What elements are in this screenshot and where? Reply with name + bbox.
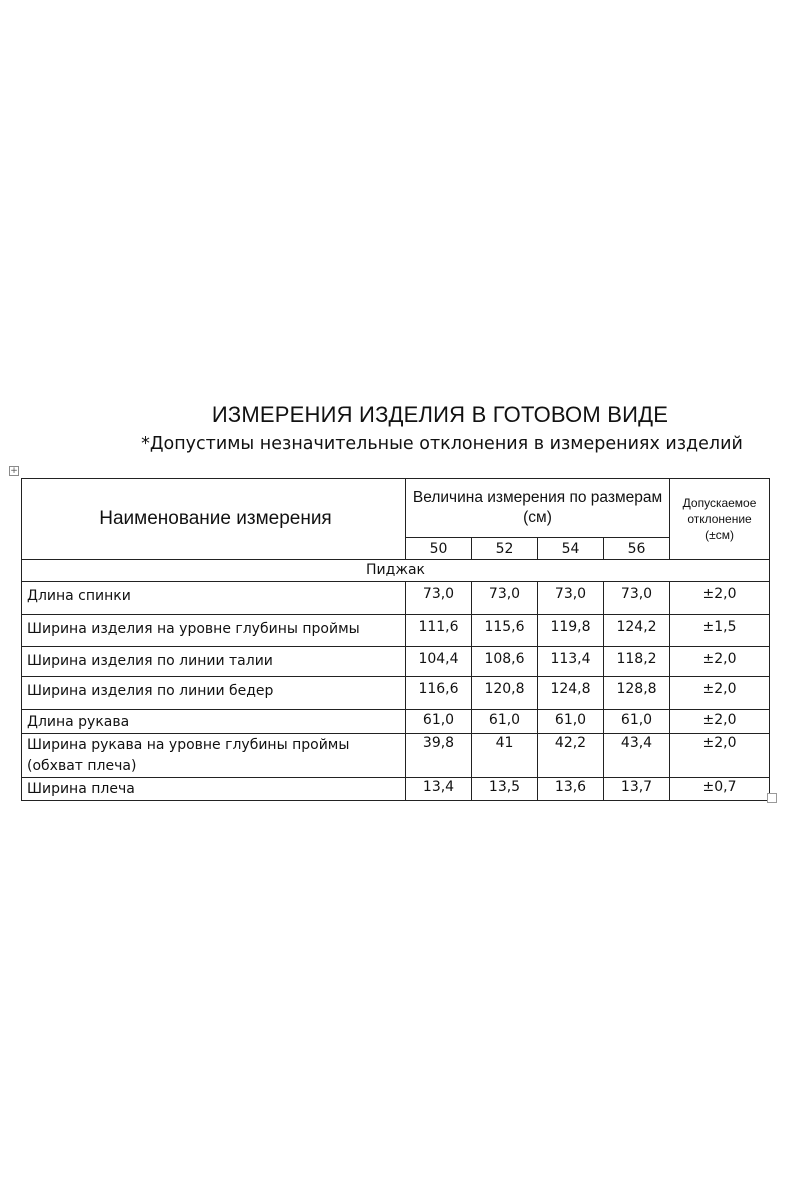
value-cell: 61,0 xyxy=(406,710,472,734)
tolerance-cell: ±0,7 xyxy=(670,778,770,801)
size-header-cell: 52 xyxy=(472,538,538,560)
value-cell: 108,6 xyxy=(472,647,538,677)
header-name-label: Наименование измерения xyxy=(99,508,332,529)
table-move-handle-icon[interactable]: + xyxy=(10,466,18,476)
table-row xyxy=(22,647,770,677)
value-cell: 111,6 xyxy=(406,615,472,647)
header-row xyxy=(22,479,770,538)
header-tolerance-label: Допускаемое отклонение (±см) xyxy=(682,496,757,542)
tolerance-cell: ±1,5 xyxy=(670,615,770,647)
value-cell: 128,8 xyxy=(604,677,670,710)
measurement-name-cell: Ширина изделия по линии бедер xyxy=(22,677,406,710)
value-cell: 13,6 xyxy=(538,778,604,801)
header-value-cell xyxy=(406,479,670,538)
value-cell: 120,8 xyxy=(472,677,538,710)
value-cell: 119,8 xyxy=(538,615,604,647)
table-row xyxy=(22,734,770,778)
section-label: Пиджак xyxy=(22,560,770,582)
size-header-cell: 56 xyxy=(604,538,670,560)
measurements-table xyxy=(21,478,770,801)
table-row xyxy=(22,778,770,801)
tolerance-cell: ±2,0 xyxy=(670,677,770,710)
tolerance-cell: ±2,0 xyxy=(670,582,770,615)
header-value-label: Величина измерения по размерам (см) xyxy=(412,489,663,526)
table-resize-handle-icon[interactable] xyxy=(767,793,777,803)
header-name-cell xyxy=(22,479,406,560)
value-cell: 13,5 xyxy=(472,778,538,801)
size-header-cell: 54 xyxy=(538,538,604,560)
measurement-name-cell: Длина спинки xyxy=(22,582,406,615)
value-cell: 41 xyxy=(472,734,538,778)
value-cell: 43,4 xyxy=(604,734,670,778)
measurement-name-cell: Ширина изделия по линии талии xyxy=(22,647,406,677)
value-cell: 61,0 xyxy=(472,710,538,734)
value-cell: 73,0 xyxy=(538,582,604,615)
value-cell: 73,0 xyxy=(604,582,670,615)
value-cell: 115,6 xyxy=(472,615,538,647)
measurement-name-cell: Ширина плеча xyxy=(22,778,406,801)
section-row xyxy=(22,560,770,582)
header-tolerance-cell xyxy=(670,479,770,560)
table-row xyxy=(22,677,770,710)
value-cell: 116,6 xyxy=(406,677,472,710)
table-row xyxy=(22,615,770,647)
value-cell: 39,8 xyxy=(406,734,472,778)
tolerance-cell: ±2,0 xyxy=(670,647,770,677)
value-cell: 61,0 xyxy=(604,710,670,734)
value-cell: 42,2 xyxy=(538,734,604,778)
table-row xyxy=(22,710,770,734)
tolerance-cell: ±2,0 xyxy=(670,710,770,734)
size-header-cell: 50 xyxy=(406,538,472,560)
value-cell: 13,7 xyxy=(604,778,670,801)
measurement-name-cell: Длина рукава xyxy=(22,710,406,734)
tolerance-cell: ±2,0 xyxy=(670,734,770,778)
measurement-name-cell xyxy=(22,734,406,778)
value-cell: 13,4 xyxy=(406,778,472,801)
table-row xyxy=(22,582,770,615)
value-cell: 73,0 xyxy=(406,582,472,615)
value-cell: 104,4 xyxy=(406,647,472,677)
page-subtitle: *Допустимы незначительные отклонения в измерениях изделий xyxy=(141,434,743,454)
measurement-name-cell: Ширина изделия на уровне глубины проймы xyxy=(22,615,406,647)
measurement-name-text: Ширина рукава на уровне глубины проймы (обхват плеча) xyxy=(27,737,350,774)
value-cell: 113,4 xyxy=(538,647,604,677)
value-cell: 124,2 xyxy=(604,615,670,647)
value-cell: 118,2 xyxy=(604,647,670,677)
value-cell: 61,0 xyxy=(538,710,604,734)
page-title: ИЗМЕРЕНИЯ ИЗДЕЛИЯ В ГОТОВОМ ВИДЕ xyxy=(211,402,669,427)
value-cell: 73,0 xyxy=(472,582,538,615)
value-cell: 124,8 xyxy=(538,677,604,710)
